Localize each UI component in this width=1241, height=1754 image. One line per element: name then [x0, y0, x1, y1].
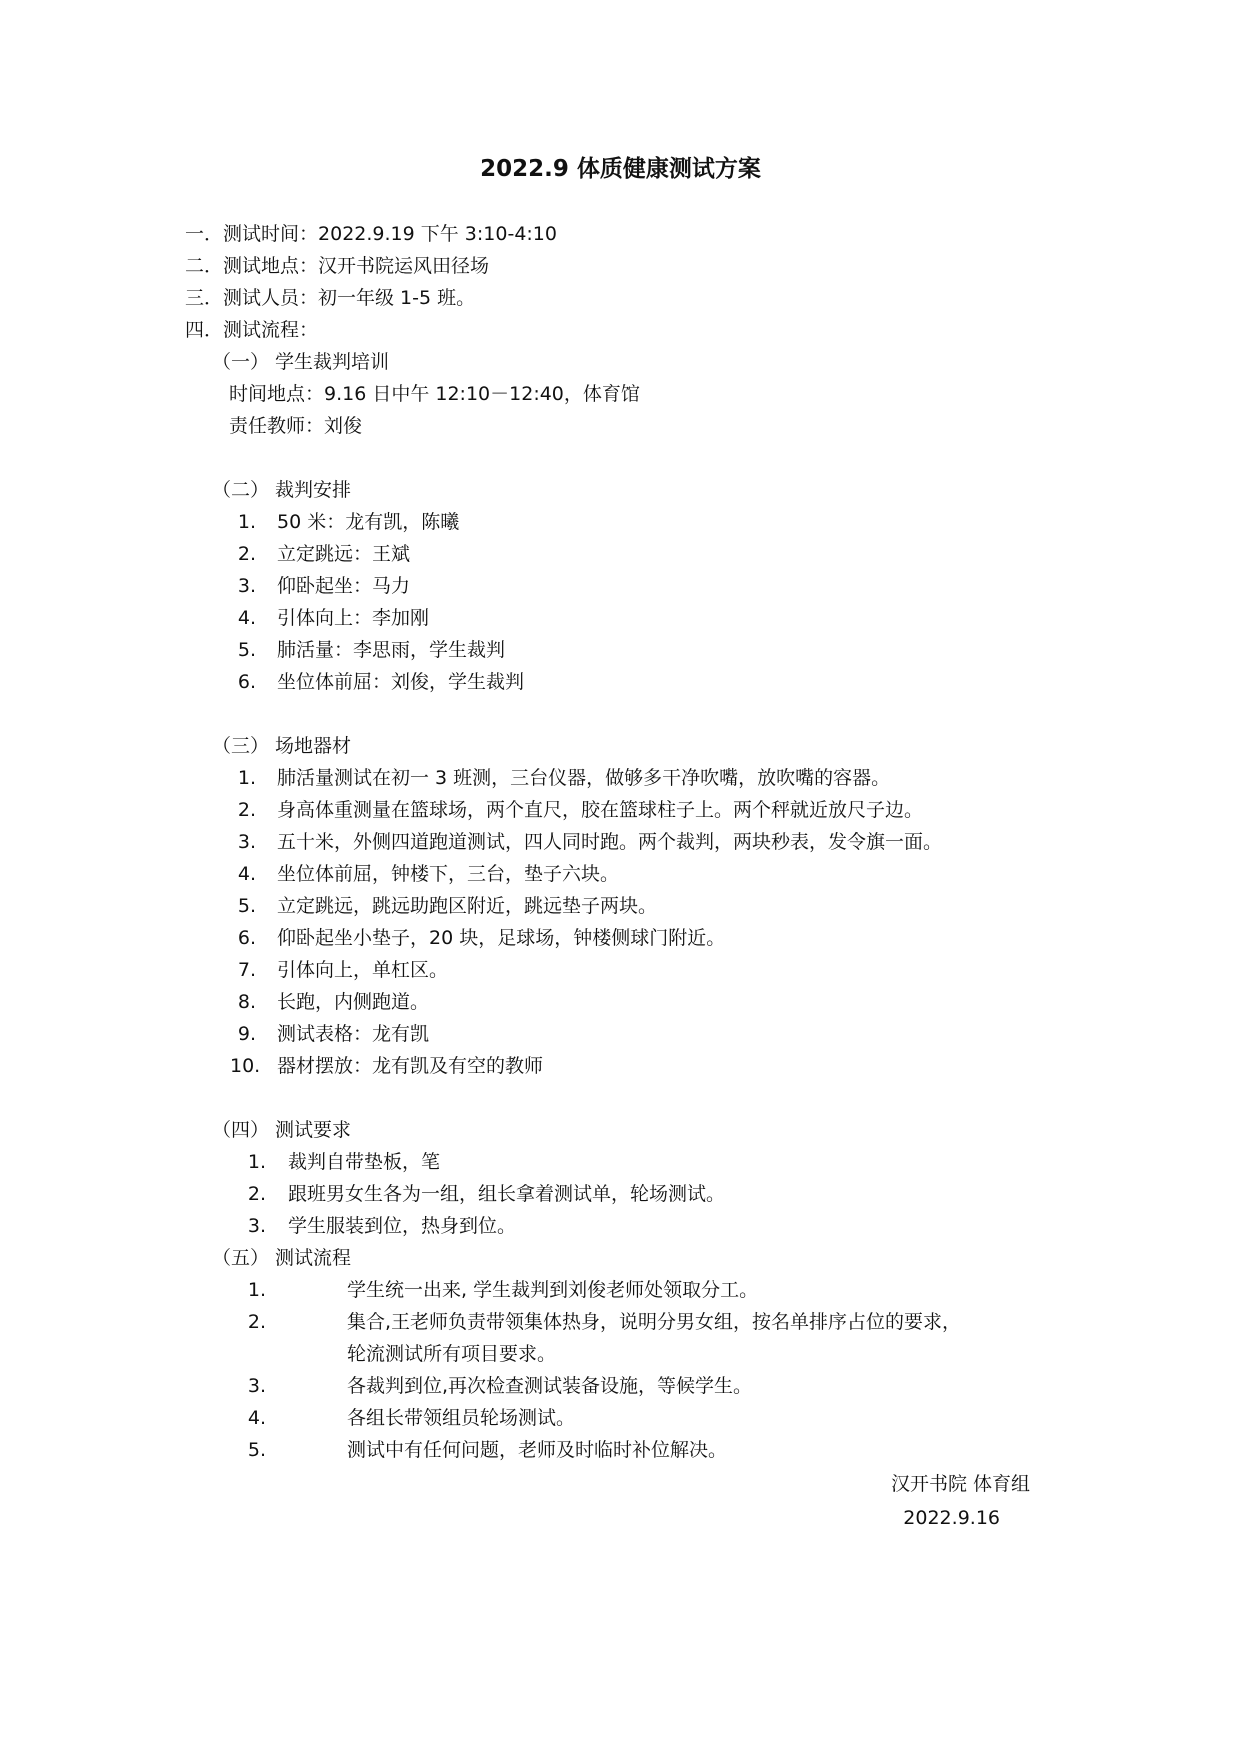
list-number: 1. — [237, 767, 256, 789]
list-text: 集合,王老师负责带领集体热身，说明分男女组，按名单排序占位的要求， — [347, 1311, 962, 1333]
list-text: 学生服装到位，热身到位。 — [288, 1215, 517, 1237]
list-text: 50 米：龙有凯，陈曦 — [277, 511, 460, 533]
list-number: 2. — [237, 543, 256, 565]
list-text: 各组长带领组员轮场测试。 — [347, 1407, 576, 1429]
list-number: 8. — [237, 991, 256, 1013]
list-number: 5. — [237, 895, 256, 917]
top-item — [185, 254, 489, 278]
top-item — [185, 222, 557, 246]
list-number: 9. — [237, 1023, 256, 1045]
top-item-number: 二． — [185, 255, 224, 277]
list-number: 3. — [237, 575, 256, 597]
list-text: 肺活量：李思雨，学生裁判 — [277, 639, 506, 661]
section-heading: （四） 测试要求 — [212, 1119, 352, 1141]
list-number: 3. — [247, 1375, 266, 1397]
list-number: 1. — [247, 1279, 266, 1301]
list-text: 仰卧起坐小垫子，20 块，足球场，钟楼侧球门附近。 — [277, 927, 726, 949]
list-text: 五十米，外侧四道跑道测试，四人同时跑。两个裁判，两块秒表，发令旗一面。 — [277, 831, 943, 853]
list-text: 坐位体前屈，钟楼下，三台，垫子六块。 — [277, 863, 620, 885]
list-number: 1. — [247, 1151, 266, 1173]
list-text: 裁判自带垫板，笔 — [288, 1151, 441, 1173]
list-text: 学生统一出来, 学生裁判到刘俊老师处领取分工。 — [347, 1279, 759, 1301]
list-text: 长跑，内侧跑道。 — [277, 991, 430, 1013]
list-number: 5. — [237, 639, 256, 661]
top-item — [185, 286, 475, 310]
list-number: 4. — [247, 1407, 266, 1429]
list-number: 5. — [247, 1439, 266, 1461]
list-text: 仰卧起坐：马力 — [277, 575, 411, 597]
section-text: 时间地点：9.16 日中午 12:10－12:40，体育馆 — [229, 383, 640, 405]
list-number: 10. — [230, 1055, 261, 1077]
list-text: 测试中有任何问题，老师及时临时补位解决。 — [347, 1439, 728, 1461]
top-item-number: 一． — [185, 223, 224, 245]
list-number: 3. — [247, 1215, 266, 1237]
list-text: 各裁判到位,再次检查测试装备设施，等候学生。 — [347, 1375, 753, 1397]
list-number: 3. — [237, 831, 256, 853]
list-number: 4. — [237, 607, 256, 629]
top-item — [185, 318, 318, 342]
list-number: 2. — [247, 1311, 266, 1333]
list-text: 坐位体前屈：刘俊，学生裁判 — [277, 671, 525, 693]
list-number: 6. — [237, 927, 256, 949]
list-text: 轮流测试所有项目要求。 — [347, 1343, 557, 1365]
page-title: 2022.9 体质健康测试方案 — [480, 156, 761, 182]
list-text: 引体向上，单杠区。 — [277, 959, 449, 981]
section-heading: （五） 测试流程 — [212, 1247, 352, 1269]
list-text: 引体向上：李加刚 — [277, 607, 430, 629]
list-text: 立定跳远，跳远助跑区附近，跳远垫子两块。 — [277, 895, 658, 917]
list-number: 1. — [237, 511, 256, 533]
top-item-number: 四． — [185, 319, 224, 341]
list-text: 跟班男女生各为一组，组长拿着测试单，轮场测试。 — [288, 1183, 726, 1205]
top-item-text: 测试人员：初一年级 1-5 班。 — [223, 287, 476, 309]
section-heading: （一） 学生裁判培训 — [212, 351, 390, 373]
list-text: 肺活量测试在初一 3 班测，三台仪器，做够多干净吹嘴，放吹嘴的容器。 — [277, 767, 891, 789]
signature-date: 2022.9.16 — [903, 1507, 1000, 1529]
section-heading: （二） 裁判安排 — [212, 479, 352, 501]
list-number: 4. — [237, 863, 256, 885]
list-number: 6. — [237, 671, 256, 693]
list-text: 立定跳远：王斌 — [277, 543, 411, 565]
list-text: 器材摆放：龙有凯及有空的教师 — [277, 1055, 544, 1077]
list-text: 测试表格：龙有凯 — [277, 1023, 430, 1045]
top-item-text: 测试流程： — [223, 319, 319, 341]
list-number: 7. — [237, 959, 256, 981]
list-number: 2. — [247, 1183, 266, 1205]
top-item-text: 测试时间：2022.9.19 下午 3:10-4:10 — [223, 223, 557, 245]
signature-org: 汉开书院 体育组 — [890, 1473, 1030, 1495]
top-item-text: 测试地点：汉开书院运风田径场 — [223, 255, 490, 277]
list-text: 身高体重测量在篮球场，两个直尺，胶在篮球柱子上。两个秤就近放尺子边。 — [277, 799, 924, 821]
top-item-number: 三． — [185, 287, 224, 309]
section-heading: （三） 场地器材 — [212, 735, 352, 757]
section-text: 责任教师：刘俊 — [229, 415, 363, 437]
list-number: 2. — [237, 799, 256, 821]
